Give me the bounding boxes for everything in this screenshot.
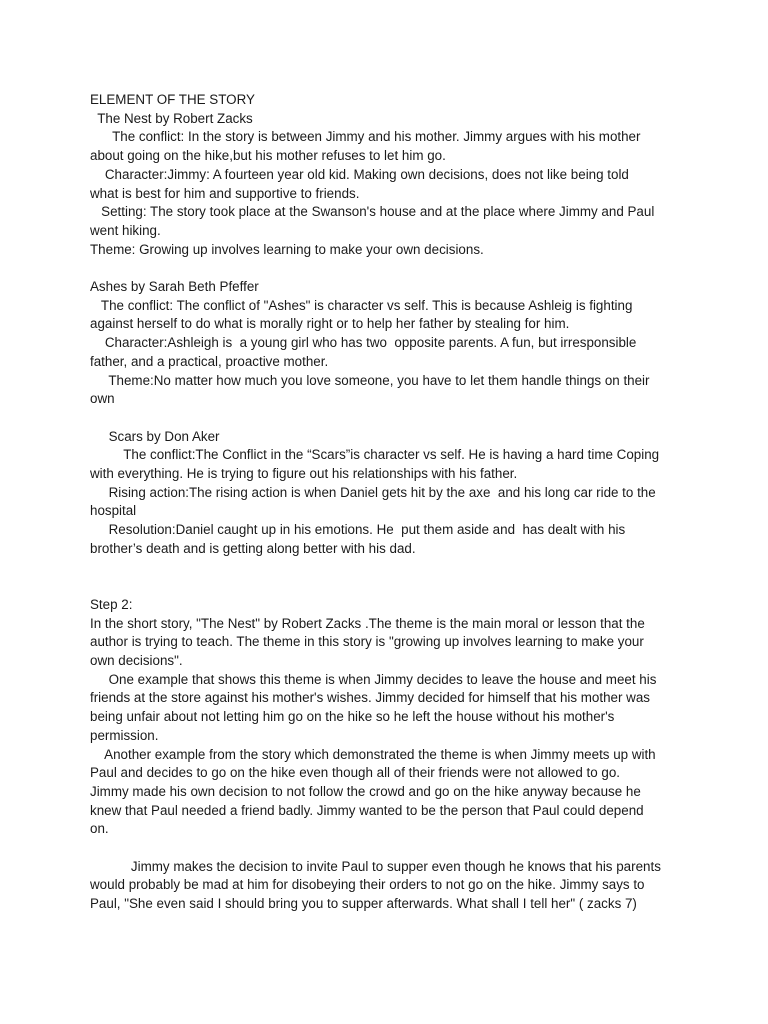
ashes-conflict-line: against herself to do what is morally right or to help her father by stealing for him.	[90, 316, 570, 332]
nest-conflict-line: about going on the hike,but his mother refuses to let him go.	[90, 148, 446, 164]
scars-conflict-line: The conflict:The Conflict in the “Scars”is character vs self. He is having a hard time Coping	[90, 447, 660, 463]
nest-setting-line: Setting: The story took place at the Swanson's house and at the place where Jimmy and Paul	[90, 204, 655, 220]
step2-example3-line: would probably be mad at him for disobeying their orders to not go on the hike. Jimmy says to	[90, 877, 645, 893]
ashes-conflict-line: The conflict: The conflict of "Ashes" is character vs self. This is because Ashleig is fighting	[90, 297, 633, 313]
step2-intro-line: In the short story, "The Nest" by Robert Zacks .The theme is the main moral or lesson that the	[90, 615, 645, 631]
ashes-character-line: Character:Ashleigh is a young girl who has two opposite parents. A fun, but irresponsible	[90, 335, 637, 351]
nest-character-line: what is best for him and supportive to friends.	[90, 185, 360, 201]
blank-line	[90, 577, 690, 596]
scars-rising-line: hospital	[90, 503, 137, 519]
step2-example2-line: Jimmy made his own decision to not follow the crowd and go on the hike anyway because he	[90, 783, 641, 799]
step2-intro-line: author is trying to teach. The theme in this story is "growing up involves learning to make your	[90, 634, 644, 650]
scars-resolution-line: Resolution:Daniel caught up in his emotions. He put them aside and has dealt with his	[90, 522, 626, 538]
blank-line	[90, 559, 690, 578]
blank-line	[90, 259, 690, 278]
blank-line	[90, 839, 690, 858]
step2-example1-line: being unfair about not letting him go on the hike so he left the house without his mother's	[90, 709, 615, 725]
step2-label: Step 2:	[90, 596, 133, 612]
nest-theme: Theme: Growing up involves learning to make your own decisions.	[90, 241, 484, 257]
step2-example1-line: friends at the store against his mother's wishes. Jimmy decided for himself that his mother was	[90, 690, 650, 706]
nest-conflict-line: The conflict: In the story is between Jimmy and his mother. Jimmy argues with his mother	[90, 129, 641, 145]
document-heading: ELEMENT OF THE STORY	[90, 92, 255, 107]
step2-example2-line: on.	[90, 821, 109, 837]
step2-example2-line: knew that Paul needed a friend badly. Jimmy wanted to be the person that Paul could depend	[90, 802, 644, 818]
nest-setting-line: went hiking.	[90, 222, 161, 238]
step2-example1-line: One example that shows this theme is when Jimmy decides to leave the house and meet his	[90, 671, 657, 687]
ashes-title: Ashes by Sarah Beth Pfeffer	[90, 279, 259, 295]
step2-example1-line: permission.	[90, 727, 159, 743]
scars-rising-line: Rising action:The rising action is when Daniel gets hit by the axe and his long car ride to the	[90, 484, 656, 500]
step2-example2-line: Paul and decides to go on the hike even though all of their friends were not allowed to go.	[90, 765, 621, 781]
nest-title: The Nest by Robert Zacks	[90, 110, 253, 126]
ashes-character-line: father, and a practical, proactive mother.	[90, 353, 329, 369]
step2-example2-line: Another example from the story which demonstrated the theme is when Jimmy meets up with	[90, 746, 656, 762]
document-body	[90, 91, 690, 914]
ashes-theme-line: own	[90, 391, 115, 407]
nest-character-line: Character:Jimmy: A fourteen year old kid. Making own decisions, does not like being told	[90, 166, 629, 182]
blank-line	[90, 409, 690, 428]
scars-conflict-line: with everything. He is trying to figure out his relationships with his father.	[90, 466, 518, 482]
step2-intro-line: own decisions".	[90, 653, 183, 669]
ashes-theme-line: Theme:No matter how much you love someone, you have to let them handle things on their	[90, 372, 650, 388]
step2-example3-line: Paul, "She even said I should bring you to supper afterwards. What shall I tell her" ( zacks 7)	[90, 896, 637, 912]
scars-resolution-line: brother’s death and is getting along better with his dad.	[90, 540, 416, 556]
step2-example3-line: Jimmy makes the decision to invite Paul to supper even though he knows that his parents	[90, 858, 661, 874]
scars-title: Scars by Don Aker	[90, 428, 220, 444]
